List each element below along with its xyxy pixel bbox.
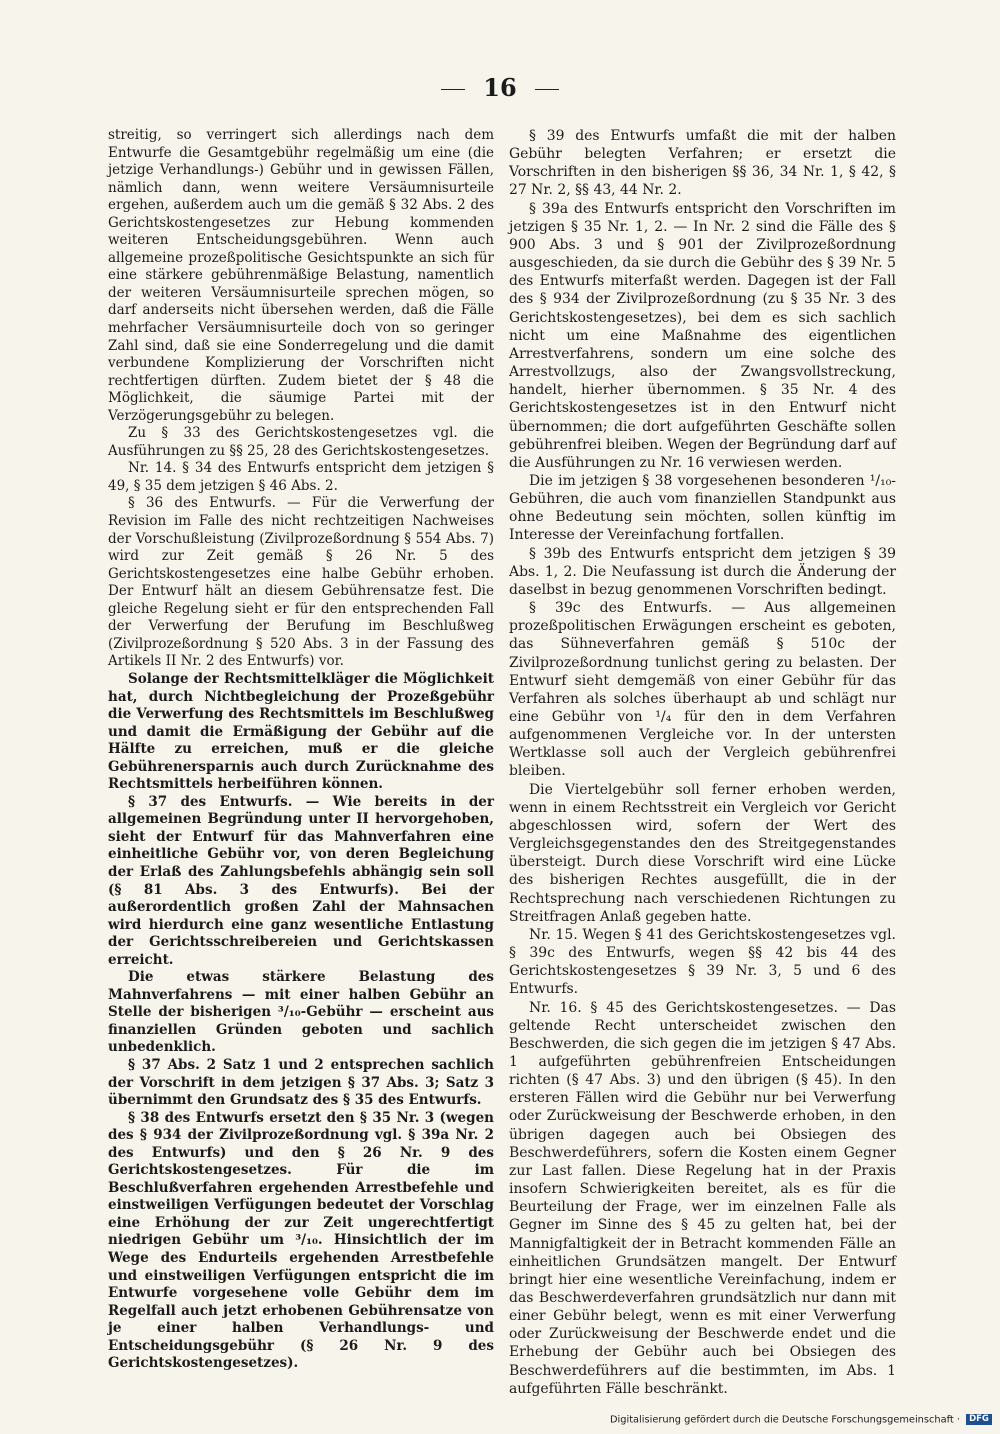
paragraph: § 38 des Entwurfs ersetzt den § 35 Nr. 3 (wegen des § 934 der Zivilprozeßordnung vgl. § 39a Nr. 2 des Entwurfs) und den § 26 Nr. 9 des Gerichtskostengesetzes. Für die im Beschlußverfahren ergehenden Arrestbefehle und einstweiligen Verfügungen bedeutet der Vorschlag eine Erhöhung der zur Zeit ungerechtfertigt niedrigen Gebühr um ³/₁₀. Hinsichtlich der im Wege des Endurteils ergehenden Arrestbefehle und einstweiligen Verfügungen entspricht die im Entwurfe vorgesehene volle Gebühr dem im Regelfall auch jetzt erhobenen Gebührensatze von je einer halben Verhandlungs- und Entscheidungsgebühr (§ 26 Nr. 9 des Gerichtskostengesetzes). (108, 1109, 494, 1372)
paragraph: § 37 Abs. 2 Satz 1 und 2 entsprechen sachlich der Vorschrift in dem jetzigen § 37 Abs. 3; Satz 3 übernimmt den Grundsatz des § 35 des Entwurfs. (108, 1056, 494, 1109)
left-column (108, 127, 494, 1373)
paragraph: Die im jetzigen § 38 vorgesehenen besonderen ¹/₁₀-Gebühren, die auch vom finanziellen Standpunkt aus ohne Bedeutung sein möchten, sollen künftig im Interesse der Vereinfachung fortfallen. (509, 472, 896, 544)
paragraph: Zu § 33 des Gerichtskostengesetzes vgl. die Ausführungen zu §§ 25, 28 des Gerichtskostengesetzes. (108, 425, 494, 459)
page-number: 16 (483, 73, 517, 102)
paragraph: streitig, so verringert sich allerdings nach dem Entwurfe die Gesamtgebühr regelmäßig um eine (die jetzige Verhandlungs-) Gebühr und in gewissen Fällen, nämlich dann, wenn weitere Versäumnisurteile ergehen, außerdem auch um die gemäß § 32 Abs. 2 des Gerichtskostengesetzes zur Hebung kommenden weiteren Entscheidungsgebühren. Wenn auch allgemeine prozeßpolitische Gesichtspunkte an sich für eine stärkere gebührenmäßige Belastung, namentlich der weiteren Versäumnisurteile sprechen mögen, so darf anderseits nicht übersehen werden, daß die Fälle mehrfacher Versäumnisurteile doch von so geringer Zahl sind, daß sie eine Sonderregelung und die damit verbundene Komplizierung der Vorschriften nicht rechtfertigen dürften. Zudem bietet der § 48 die Möglichkeit, die säumige Partei mit der Verzögerungsgebühr zu belegen. (108, 127, 494, 424)
paragraph: Solange der Rechtsmittelkläger die Möglichkeit hat, durch Nichtbegleichung der Prozeßgebühr die Verwerfung des Rechtsmittels im Beschlußweg und damit die Ermäßigung der Gebühr auf die Hälfte zu erreichen, muß er die gleiche Gebührenersparnis auch durch Zurücknahme des Rechtsmittels herbeiführen können. (108, 670, 494, 793)
right-column (509, 127, 896, 1398)
paragraph: § 39a des Entwurfs entspricht den Vorschriften im jetzigen § 35 Nr. 1, 2. — In Nr. 2 sind die Fälle des § 900 Abs. 3 und § 901 der Zivilprozeßordnung ausgeschieden, da sie durch die Gebühr des § 39 Nr. 5 des Entwurfs miterfaßt werden. Dagegen ist der Fall des § 934 der Zivilprozeßordnung (zu § 35 Nr. 3 des Gerichtskostengesetzes), bei dem es sich sachlich nicht um eine Maßnahme des eigentlichen Arrestverfahrens, sondern um eine solche des Arrestvollzugs, also der Zwangsvollstreckung, handelt, hierher übernommen. § 35 Nr. 4 des Gerichtskostengesetzes ist in den Entwurf nicht übernommen; die dort aufgeführten Geschäfte sollen gebührenfrei bleiben. Wegen der Begründung darf auf die Ausführungen zu Nr. 16 verwiesen werden. (509, 200, 896, 471)
paragraph: § 36 des Entwurfs. — Für die Verwerfung der Revision im Falle des nicht rechtzeitigen Nachweises der Vorschußleistung (Zivilprozeßordnung § 554 Abs. 7) wird zur Zeit gemäß § 26 Nr. 5 des Gerichtskostengesetzes eine halbe Gebühr erhoben. Der Entwurf hält an diesem Gebührensatze fest. Die gleiche Regelung sieht er für den entsprechenden Fall der Verwerfung der Berufung im Beschlußweg (Zivilprozeßordnung § 520 Abs. 3 in der Fassung des Artikels II Nr. 2 des Entwurfs) vor. (108, 495, 494, 670)
paragraph: Nr. 16. § 45 des Gerichtskostengesetzes. — Das geltende Recht unterscheidet zwischen den Beschwerden, die sich gegen die im jetzigen § 47 Abs. 1 aufgeführten gebührenfreien Entscheidungen richten (§ 47 Abs. 3) und den übrigen (§ 45). In den ersteren Fällen wird die Gebühr nur bei Verwerfung oder Zurückweisung der Beschwerde erhoben, in den übrigen dagegen auch bei Obsiegen des Beschwerdeführers, sofern die Kosten einem Gegner zur Last fallen. Diese Regelung hat in der Praxis insofern Schwierigkeiten bereitet, als es für die Beurteilung der Frage, wer im einzelnen Falle als Gegner im Sinne des § 45 zu gelten hat, bei der Mannigfaltigkeit der in Betracht kommenden Fälle an einheitlichen Grundsätzen mangelt. Der Entwurf bringt hier eine wesentliche Vereinfachung, indem er das Beschwerdeverfahren grundsätzlich nur dann mit einer Gebühr belegt, wenn es mit einer Verwerfung oder Zurückweisung der Beschwerde endet und die Erhebung der Gebühr auch bei Obsiegen des Beschwerdeführers auf die bestimmten, im Abs. 1 aufgeführten Fälle beschränkt. (509, 999, 896, 1397)
header-dash-right (535, 89, 559, 90)
paragraph: § 39 des Entwurfs umfaßt die mit der halben Gebühr belegten Verfahren; er ersetzt die Vorschriften in den bisherigen §§ 36, 34 Nr. 1, § 42, § 27 Nr. 2, §§ 43, 44 Nr. 2. (509, 128, 896, 199)
paragraph: § 37 des Entwurfs. — Wie bereits in der allgemeinen Begründung unter II hervorgehoben, sieht der Entwurf für das Mahnverfahren eine einheitliche Gebühr vor, von deren Begleichung der Erlaß des Zahlungsbefehls abhängig sein soll (§ 81 Abs. 3 des Entwurfs). Bei der außerordentlich großen Zahl der Mahnsachen wird hierdurch eine ganz wesentliche Entlastung der Gerichtsschreibereien und Gerichtskassen erreicht. (108, 793, 494, 968)
paragraph: Nr. 14. § 34 des Entwurfs entspricht dem jetzigen § 49, § 35 dem jetzigen § 46 Abs. 2. (108, 460, 494, 494)
header-dash-left (441, 89, 465, 90)
paragraph: Nr. 15. Wegen § 41 des Gerichtskostengesetzes vgl. § 39c des Entwurfs, wegen §§ 42 bis 44 des Gerichtskostengesetzes § 39 Nr. 3, 5 und 6 des Entwurfs. (509, 926, 896, 998)
dfg-logo-icon: DFG (966, 1414, 992, 1425)
credit-text: Digitalisierung gefördert durch die Deutsche Forschungsgemeinschaft (610, 1414, 954, 1426)
page-header (0, 73, 1000, 102)
paragraph: Die etwas stärkere Belastung des Mahnverfahrens — mit einer halben Gebühr an Stelle der bisherigen ³/₁₀-Gebühr — erscheint aus finanziellen Gründen geboten und sachlich unbedenklich. (108, 969, 494, 1056)
paragraph: Die Viertelgebühr soll ferner erhoben werden, wenn in einem Rechtsstreit ein Vergleich vor Gericht abgeschlossen wird, sofern der Wert des Vergleichsgegenstandes den des Streitgegenstandes übersteigt. Durch diese Vorschrift wird eine Lücke des bisherigen Rechtes ausgefüllt, die in der Rechtsprechung nach verschiedenen Richtungen zu Streitfragen Anlaß gegeben hatte. (509, 781, 896, 925)
paragraph: § 39c des Entwurfs. — Aus allgemeinen prozeßpolitischen Erwägungen erscheint es geboten, das Sühneverfahren gemäß § 510c der Zivilprozeßordnung tunlichst gering zu belasten. Der Entwurf sieht demgemäß von einer Gebühr für das Verfahren als solches überhaupt ab und schlägt nur eine Gebühr von ¹/₄ für den in dem Verfahren aufgenommenen Vergleiche vor. In der untersten Wertklasse soll auch der Vergleich gebührenfrei bleiben. (509, 600, 896, 780)
paragraph: § 39b des Entwurfs entspricht dem jetzigen § 39 Abs. 1, 2. Die Neufassung ist durch die Änderung der daselbst in bezug genommenen Vorschriften bedingt. (509, 545, 896, 598)
digitization-credit: Digitalisierung gefördert durch die Deutsche Forschungsgemeinschaft · DFG (610, 1414, 990, 1427)
